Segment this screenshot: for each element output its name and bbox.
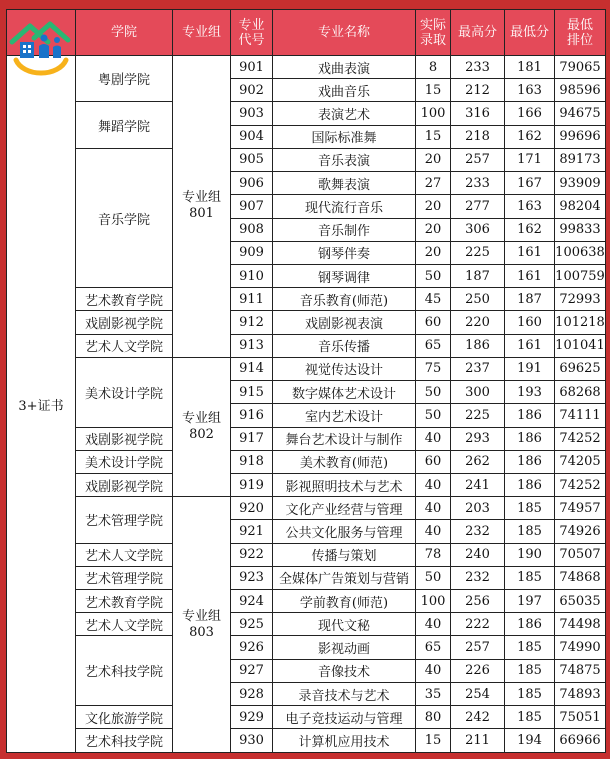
college-cell: 艺术教育学院 bbox=[76, 590, 173, 613]
max-cell: 203 bbox=[451, 497, 505, 520]
rank-cell: 89173 bbox=[555, 148, 606, 171]
table-row bbox=[7, 473, 606, 496]
max-cell: 240 bbox=[451, 543, 505, 566]
min-cell: 185 bbox=[505, 659, 555, 682]
major-cell: 戏剧影视表演 bbox=[273, 311, 416, 334]
code-cell: 928 bbox=[231, 682, 273, 705]
rank-cell: 68268 bbox=[555, 381, 606, 404]
rank-cell: 74893 bbox=[555, 682, 606, 705]
header-rank: 最低排位 bbox=[555, 10, 606, 56]
code-cell: 927 bbox=[231, 659, 273, 682]
header-group: 专业组 bbox=[173, 10, 231, 56]
table-row bbox=[7, 613, 606, 636]
rank-cell: 74926 bbox=[555, 520, 606, 543]
major-cell: 国际标准舞 bbox=[273, 125, 416, 148]
rank-cell: 100638 bbox=[555, 241, 606, 264]
college-cell: 戏剧影视学院 bbox=[76, 311, 173, 334]
actual-cell: 60 bbox=[416, 311, 451, 334]
table-row bbox=[7, 311, 606, 334]
max-cell: 300 bbox=[451, 381, 505, 404]
major-cell: 影视动画 bbox=[273, 636, 416, 659]
table-row bbox=[7, 543, 606, 566]
college-cell: 艺术科技学院 bbox=[76, 729, 173, 753]
table-row bbox=[7, 497, 606, 520]
major-cell: 全媒体广告策划与营销 bbox=[273, 566, 416, 589]
min-cell: 161 bbox=[505, 334, 555, 357]
code-cell: 913 bbox=[231, 334, 273, 357]
code-cell: 923 bbox=[231, 566, 273, 589]
table-row bbox=[7, 636, 606, 659]
actual-cell: 100 bbox=[416, 590, 451, 613]
actual-cell: 50 bbox=[416, 264, 451, 287]
table-row bbox=[7, 450, 606, 473]
major-cell: 表演艺术 bbox=[273, 102, 416, 125]
actual-cell: 15 bbox=[416, 79, 451, 102]
min-cell: 161 bbox=[505, 264, 555, 287]
rank-cell: 74252 bbox=[555, 473, 606, 496]
major-cell: 文化产业经营与管理 bbox=[273, 497, 416, 520]
major-cell: 钢琴调律 bbox=[273, 264, 416, 287]
rank-cell: 101041 bbox=[555, 334, 606, 357]
max-cell: 225 bbox=[451, 241, 505, 264]
min-cell: 163 bbox=[505, 79, 555, 102]
rank-cell: 74205 bbox=[555, 450, 606, 473]
major-cell: 室内艺术设计 bbox=[273, 404, 416, 427]
code-cell: 914 bbox=[231, 357, 273, 380]
actual-cell: 20 bbox=[416, 241, 451, 264]
code-cell: 918 bbox=[231, 450, 273, 473]
actual-cell: 75 bbox=[416, 357, 451, 380]
header-min: 最低分 bbox=[505, 10, 555, 56]
min-cell: 167 bbox=[505, 172, 555, 195]
min-cell: 187 bbox=[505, 288, 555, 311]
table-row bbox=[7, 427, 606, 450]
max-cell: 211 bbox=[451, 729, 505, 753]
table-row bbox=[7, 590, 606, 613]
max-cell: 250 bbox=[451, 288, 505, 311]
rank-cell: 98204 bbox=[555, 195, 606, 218]
actual-cell: 78 bbox=[416, 543, 451, 566]
group-cell: 专业组801 bbox=[173, 56, 231, 358]
college-cell: 舞蹈学院 bbox=[76, 102, 173, 148]
max-cell: 232 bbox=[451, 520, 505, 543]
min-cell: 185 bbox=[505, 520, 555, 543]
code-cell: 916 bbox=[231, 404, 273, 427]
rank-cell: 79065 bbox=[555, 56, 606, 79]
major-cell: 音乐传播 bbox=[273, 334, 416, 357]
actual-cell: 40 bbox=[416, 659, 451, 682]
college-cell: 艺术教育学院 bbox=[76, 288, 173, 311]
college-cell: 艺术人文学院 bbox=[76, 543, 173, 566]
min-cell: 186 bbox=[505, 473, 555, 496]
min-cell: 186 bbox=[505, 450, 555, 473]
code-cell: 903 bbox=[231, 102, 273, 125]
major-cell: 数字媒体艺术设计 bbox=[273, 381, 416, 404]
major-cell: 学前教育(师范) bbox=[273, 590, 416, 613]
min-cell: 191 bbox=[505, 357, 555, 380]
code-cell: 921 bbox=[231, 520, 273, 543]
code-cell: 926 bbox=[231, 636, 273, 659]
major-cell: 传播与策划 bbox=[273, 543, 416, 566]
table-row bbox=[7, 288, 606, 311]
header-row bbox=[7, 10, 606, 56]
min-cell: 185 bbox=[505, 497, 555, 520]
min-cell: 185 bbox=[505, 682, 555, 705]
rank-cell: 74957 bbox=[555, 497, 606, 520]
max-cell: 316 bbox=[451, 102, 505, 125]
min-cell: 185 bbox=[505, 636, 555, 659]
header-college: 学院 bbox=[76, 10, 173, 56]
major-cell: 歌舞表演 bbox=[273, 172, 416, 195]
code-cell: 915 bbox=[231, 381, 273, 404]
actual-cell: 60 bbox=[416, 450, 451, 473]
college-cell: 戏剧影视学院 bbox=[76, 427, 173, 450]
min-cell: 186 bbox=[505, 427, 555, 450]
min-cell: 181 bbox=[505, 56, 555, 79]
min-cell: 185 bbox=[505, 566, 555, 589]
actual-cell: 35 bbox=[416, 682, 451, 705]
code-cell: 905 bbox=[231, 148, 273, 171]
code-cell: 929 bbox=[231, 706, 273, 729]
rank-cell: 70507 bbox=[555, 543, 606, 566]
max-cell: 233 bbox=[451, 56, 505, 79]
min-cell: 194 bbox=[505, 729, 555, 753]
table-row bbox=[7, 357, 606, 380]
code-cell: 909 bbox=[231, 241, 273, 264]
code-cell: 910 bbox=[231, 264, 273, 287]
actual-cell: 20 bbox=[416, 148, 451, 171]
min-cell: 162 bbox=[505, 125, 555, 148]
min-cell: 190 bbox=[505, 543, 555, 566]
max-cell: 220 bbox=[451, 311, 505, 334]
rank-cell: 65035 bbox=[555, 590, 606, 613]
college-cell: 音乐学院 bbox=[76, 148, 173, 287]
rank-cell: 66966 bbox=[555, 729, 606, 753]
rank-cell: 94675 bbox=[555, 102, 606, 125]
actual-cell: 50 bbox=[416, 381, 451, 404]
min-cell: 160 bbox=[505, 311, 555, 334]
rank-cell: 74111 bbox=[555, 404, 606, 427]
min-cell: 162 bbox=[505, 218, 555, 241]
max-cell: 237 bbox=[451, 357, 505, 380]
actual-cell: 8 bbox=[416, 56, 451, 79]
rank-cell: 93909 bbox=[555, 172, 606, 195]
actual-cell: 50 bbox=[416, 404, 451, 427]
rank-cell: 75051 bbox=[555, 706, 606, 729]
college-cell: 美术设计学院 bbox=[76, 357, 173, 427]
min-cell: 186 bbox=[505, 613, 555, 636]
rank-cell: 69625 bbox=[555, 357, 606, 380]
rank-cell: 74252 bbox=[555, 427, 606, 450]
min-cell: 161 bbox=[505, 241, 555, 264]
admission-table bbox=[6, 9, 606, 753]
code-cell: 907 bbox=[231, 195, 273, 218]
actual-cell: 40 bbox=[416, 473, 451, 496]
college-cell: 艺术管理学院 bbox=[76, 497, 173, 543]
rank-cell: 100759 bbox=[555, 264, 606, 287]
rank-cell: 98596 bbox=[555, 79, 606, 102]
actual-cell: 40 bbox=[416, 613, 451, 636]
actual-cell: 100 bbox=[416, 102, 451, 125]
rank-cell: 99833 bbox=[555, 218, 606, 241]
group-cell: 专业组802 bbox=[173, 357, 231, 496]
college-cell: 艺术人文学院 bbox=[76, 613, 173, 636]
max-cell: 256 bbox=[451, 590, 505, 613]
actual-cell: 80 bbox=[416, 706, 451, 729]
college-cell: 粤剧学院 bbox=[76, 56, 173, 102]
code-cell: 920 bbox=[231, 497, 273, 520]
code-cell: 911 bbox=[231, 288, 273, 311]
college-cell: 艺术人文学院 bbox=[76, 334, 173, 357]
max-cell: 293 bbox=[451, 427, 505, 450]
major-cell: 现代文秘 bbox=[273, 613, 416, 636]
major-cell: 电子竞技运动与管理 bbox=[273, 706, 416, 729]
major-cell: 戏曲音乐 bbox=[273, 79, 416, 102]
max-cell: 218 bbox=[451, 125, 505, 148]
rank-cell: 72993 bbox=[555, 288, 606, 311]
actual-cell: 20 bbox=[416, 195, 451, 218]
actual-cell: 40 bbox=[416, 520, 451, 543]
min-cell: 197 bbox=[505, 590, 555, 613]
major-cell: 音乐表演 bbox=[273, 148, 416, 171]
max-cell: 226 bbox=[451, 659, 505, 682]
actual-cell: 40 bbox=[416, 497, 451, 520]
major-cell: 公共文化服务与管理 bbox=[273, 520, 416, 543]
major-cell: 现代流行音乐 bbox=[273, 195, 416, 218]
college-cell: 艺术管理学院 bbox=[76, 566, 173, 589]
table-row bbox=[7, 566, 606, 589]
rank-cell: 99696 bbox=[555, 125, 606, 148]
max-cell: 232 bbox=[451, 566, 505, 589]
max-cell: 242 bbox=[451, 706, 505, 729]
max-cell: 225 bbox=[451, 404, 505, 427]
max-cell: 257 bbox=[451, 148, 505, 171]
college-cell: 文化旅游学院 bbox=[76, 706, 173, 729]
min-cell: 163 bbox=[505, 195, 555, 218]
college-cell: 艺术科技学院 bbox=[76, 636, 173, 706]
max-cell: 187 bbox=[451, 264, 505, 287]
code-cell: 901 bbox=[231, 56, 273, 79]
rank-cell: 74868 bbox=[555, 566, 606, 589]
min-cell: 186 bbox=[505, 404, 555, 427]
max-cell: 254 bbox=[451, 682, 505, 705]
major-cell: 影视照明技术与艺术 bbox=[273, 473, 416, 496]
code-cell: 922 bbox=[231, 543, 273, 566]
rank-cell: 74990 bbox=[555, 636, 606, 659]
max-cell: 277 bbox=[451, 195, 505, 218]
header-major: 专业名称 bbox=[273, 10, 416, 56]
actual-cell: 20 bbox=[416, 218, 451, 241]
table-row bbox=[7, 334, 606, 357]
major-cell: 美术教育(师范) bbox=[273, 450, 416, 473]
max-cell: 262 bbox=[451, 450, 505, 473]
max-cell: 241 bbox=[451, 473, 505, 496]
max-cell: 257 bbox=[451, 636, 505, 659]
code-cell: 902 bbox=[231, 79, 273, 102]
max-cell: 306 bbox=[451, 218, 505, 241]
major-cell: 戏曲表演 bbox=[273, 56, 416, 79]
major-cell: 钢琴伴奏 bbox=[273, 241, 416, 264]
major-cell: 音乐教育(师范) bbox=[273, 288, 416, 311]
code-cell: 925 bbox=[231, 613, 273, 636]
group-cell: 专业组803 bbox=[173, 497, 231, 753]
code-cell: 924 bbox=[231, 590, 273, 613]
major-cell: 录音技术与艺术 bbox=[273, 682, 416, 705]
min-cell: 166 bbox=[505, 102, 555, 125]
min-cell: 185 bbox=[505, 706, 555, 729]
actual-cell: 27 bbox=[416, 172, 451, 195]
table-row bbox=[7, 706, 606, 729]
actual-cell: 45 bbox=[416, 288, 451, 311]
actual-cell: 15 bbox=[416, 125, 451, 148]
min-cell: 193 bbox=[505, 381, 555, 404]
header-max: 最高分 bbox=[451, 10, 505, 56]
table-row bbox=[7, 102, 606, 125]
actual-cell: 65 bbox=[416, 636, 451, 659]
max-cell: 222 bbox=[451, 613, 505, 636]
code-cell: 919 bbox=[231, 473, 273, 496]
code-cell: 917 bbox=[231, 427, 273, 450]
code-cell: 912 bbox=[231, 311, 273, 334]
max-cell: 186 bbox=[451, 334, 505, 357]
actual-cell: 40 bbox=[416, 427, 451, 450]
college-cell: 戏剧影视学院 bbox=[76, 473, 173, 496]
house-family-icon bbox=[8, 16, 72, 80]
code-cell: 906 bbox=[231, 172, 273, 195]
table-row bbox=[7, 56, 606, 79]
code-cell: 904 bbox=[231, 125, 273, 148]
major-cell: 舞台艺术设计与制作 bbox=[273, 427, 416, 450]
code-cell: 908 bbox=[231, 218, 273, 241]
category-cell: 3+证书 bbox=[7, 56, 76, 753]
major-cell: 音像技术 bbox=[273, 659, 416, 682]
max-cell: 212 bbox=[451, 79, 505, 102]
rank-cell: 74498 bbox=[555, 613, 606, 636]
min-cell: 171 bbox=[505, 148, 555, 171]
table-row bbox=[7, 148, 606, 171]
actual-cell: 50 bbox=[416, 566, 451, 589]
actual-cell: 15 bbox=[416, 729, 451, 753]
major-cell: 视觉传达设计 bbox=[273, 357, 416, 380]
header-code: 专业代号 bbox=[231, 10, 273, 56]
major-cell: 计算机应用技术 bbox=[273, 729, 416, 753]
code-cell: 930 bbox=[231, 729, 273, 753]
rank-cell: 101218 bbox=[555, 311, 606, 334]
max-cell: 233 bbox=[451, 172, 505, 195]
actual-cell: 65 bbox=[416, 334, 451, 357]
header-actual: 实际录取 bbox=[416, 10, 451, 56]
rank-cell: 74875 bbox=[555, 659, 606, 682]
table-row bbox=[7, 729, 606, 753]
major-cell: 音乐制作 bbox=[273, 218, 416, 241]
college-cell: 美术设计学院 bbox=[76, 450, 173, 473]
